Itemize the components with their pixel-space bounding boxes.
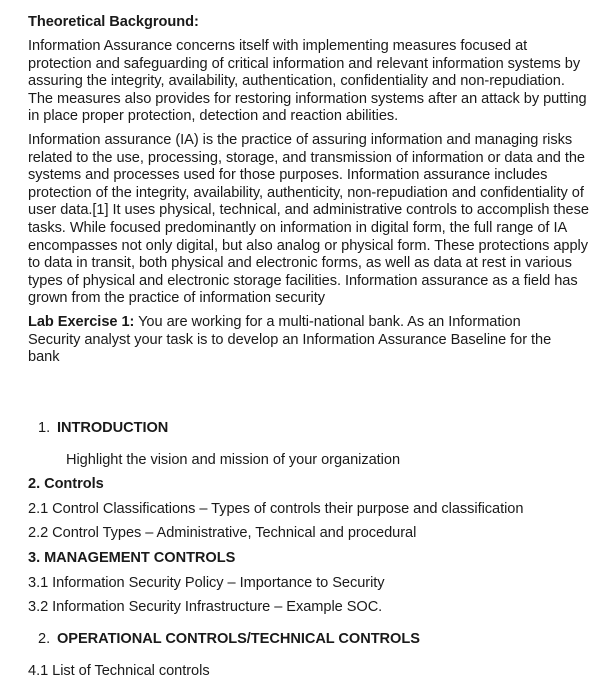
section-introduction-text: Highlight the vision and mission of your organization [66,452,401,468]
item-control-types: 2.2 Control Types – Administrative, Technical and procedural [28,525,417,541]
section-introduction-title: INTRODUCTION [57,420,169,436]
item-list-of-technical-controls: 4.1 List of Technical controls [28,663,210,679]
section-operational-controls-heading [38,631,420,649]
lab-exercise-label: Lab Exercise 1: [28,313,135,330]
item-control-classifications: 2.1 Control Classifications – Types of controls their purpose and classification [28,501,524,517]
paragraph-information-assurance-intro: Information Assurance concerns itself with implementing measures focused at protection and safeguarding of critical information and relevant information systems by assuring the integrity, availability, authentication, confidentiality and non-repudiation. The measures also provides for restoring information systems after an attack by putting in place proper protection, detection and reaction abilities. [28,38,587,125]
item-information-security-infrastructure: 3.2 Information Security Infrastructure – Example SOC. [28,599,383,615]
section-introduction-heading [38,420,168,438]
section-introduction-number: 1. [38,420,51,436]
section-operational-controls-title: OPERATIONAL CONTROLS/TECHNICAL CONTROLS [57,631,420,647]
item-information-security-policy: 3.1 Information Security Policy – Importance to Security [28,575,385,591]
document-page [28,14,598,679]
theoretical-background-heading: Theoretical Background: [28,14,199,30]
section-management-controls-heading: 3. MANAGEMENT CONTROLS [28,550,236,566]
paragraph-information-assurance-definition: Information assurance (IA) is the practice of assuring information and managing risks related to the use, processing, storage, and transmission of information or data and the systems and processes used for those purposes. Information assurance includes protection of the integrity, availability, authenticity, non-repudiation and confidentiality of user data.[1] It uses physical, technical, and administrative controls to accomplish these tasks. While focused predominantly on information in digital form, the full range of IA encompasses not only digital, but also analog or physical form. These protections apply to data in transit, both physical and electronic forms, as well as data at rest in various types of physical and electronic storage facilities. Information assurance as a field has grown from the practice of information security [28,131,589,307]
section-operational-controls-number: 2. [38,631,51,647]
lab-exercise-text: You are working for a multi-national bank. As an Information Security analyst your task is to develop an Information Assurance Baseline for the bank [28,313,552,366]
section-controls-heading: 2. Controls [28,476,104,492]
lab-exercise-paragraph [28,314,573,367]
